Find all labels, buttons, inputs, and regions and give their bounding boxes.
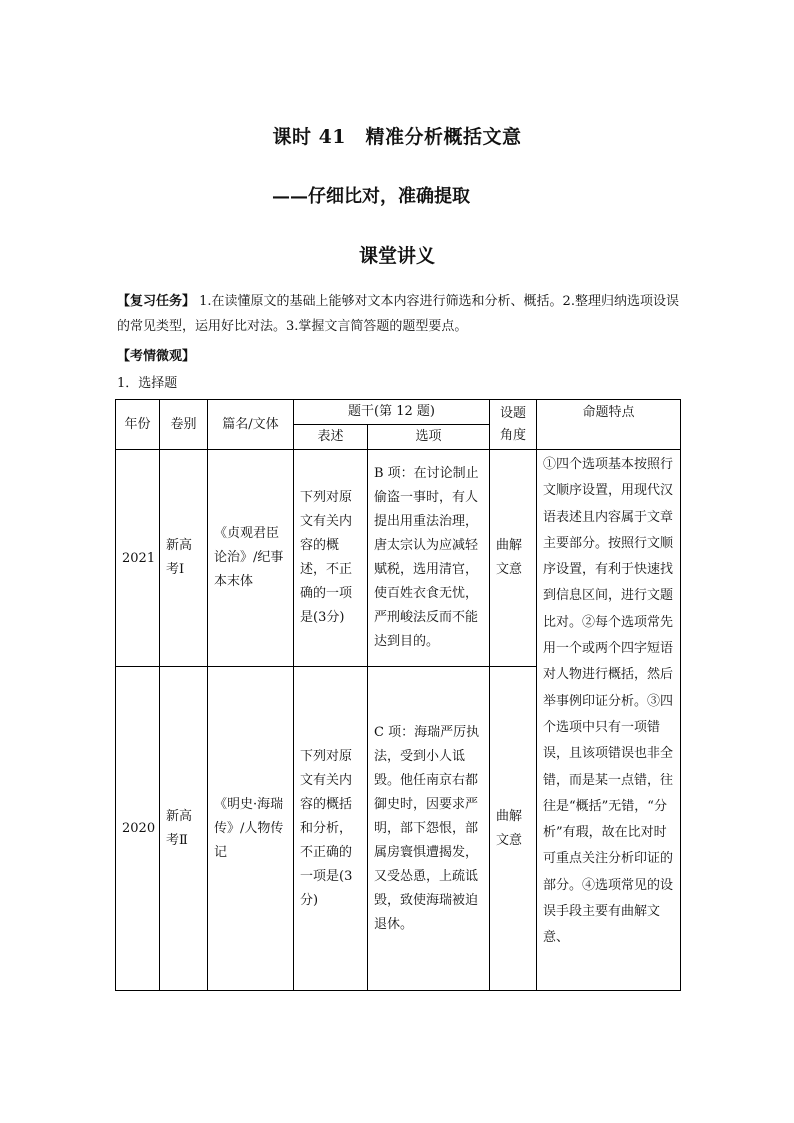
table-header-row: [116, 400, 681, 425]
cell-angle: 曲解文意: [490, 667, 537, 991]
header-article: 篇名/文体: [208, 400, 294, 450]
header-features: 命题特点: [537, 400, 681, 450]
cell-option: C 项：海瑞严厉执法，受到小人诋毁。他任南京右都御史时，因要求严明，部下怨恨，部属房寰惧遭揭发，又受怂恿，上疏诋毁，致使海瑞被迫退休。: [368, 667, 490, 991]
page-title: 课时 41 精准分析概括文意: [272, 126, 522, 148]
page-subtitle: ——仔细比对，准确提取: [272, 186, 470, 207]
cell-paper: 新高考Ⅰ: [160, 450, 208, 667]
table-row: [116, 450, 681, 667]
header-paper: 卷别: [160, 400, 208, 450]
cell-angle: 曲解文意: [490, 450, 537, 667]
cell-paper: 新高考Ⅱ: [160, 667, 208, 991]
header-angle: 设题角度: [490, 400, 537, 450]
header-year: 年份: [116, 400, 160, 450]
review-task-paragraph: [117, 289, 687, 339]
cell-statement: 下列对原文有关内容的概述，不正确的一项是(3分): [294, 450, 368, 667]
header-statement: 表述: [294, 425, 368, 450]
review-task-tag: 【复习任务】: [117, 294, 196, 309]
exam-table: [115, 399, 681, 991]
cell-article: 《贞观君臣论治》/纪事本末体: [208, 450, 294, 667]
cell-article: 《明史·海瑞传》/人物传记: [208, 667, 294, 991]
exam-analysis-tag: 【考情微观】: [117, 349, 196, 364]
section-title-choice: 1．选择题: [117, 376, 178, 391]
section-heading-lecture: 课堂讲义: [358, 245, 435, 267]
header-option: 选项: [368, 425, 490, 450]
cell-year: 2021: [116, 450, 160, 667]
cell-features: ①四个选项基本按照行文顺序设置，用现代汉语表述且内容属于文章主要部分。按照行文顺序设置，有利于快速找到信息区间，进行文题比对。②每个选项常先用一个或两个四字短语对人物进行概括，然后举事例印证分析。③四个选项中只有一项错误，且该项错误也非全错，而是某一点错，往往是“概括”无错，“分析”有瑕，故在比对时可重点关注分析印证的部分。④选项常见的设误手段主要有曲解文意、: [537, 450, 681, 991]
cell-year: 2020: [116, 667, 160, 991]
cell-statement: 下列对原文有关内容的概括和分析，不正确的一项是(3分): [294, 667, 368, 991]
review-task-text: 1.在读懂原文的基础上能够对文本内容进行筛选和分析、概括。2.整理归纳选项设误的常见类型，运用好比对法。3.掌握文言简答题的题型要点。: [117, 294, 679, 334]
cell-option: B 项：在讨论制止偷盗一事时，有人提出用重法治理，唐太宗认为应减轻赋税，选用清官，使百姓衣食无忧，严刑峻法反而不能达到目的。: [368, 450, 490, 667]
header-stem: 题干(第 12 题): [294, 400, 490, 425]
